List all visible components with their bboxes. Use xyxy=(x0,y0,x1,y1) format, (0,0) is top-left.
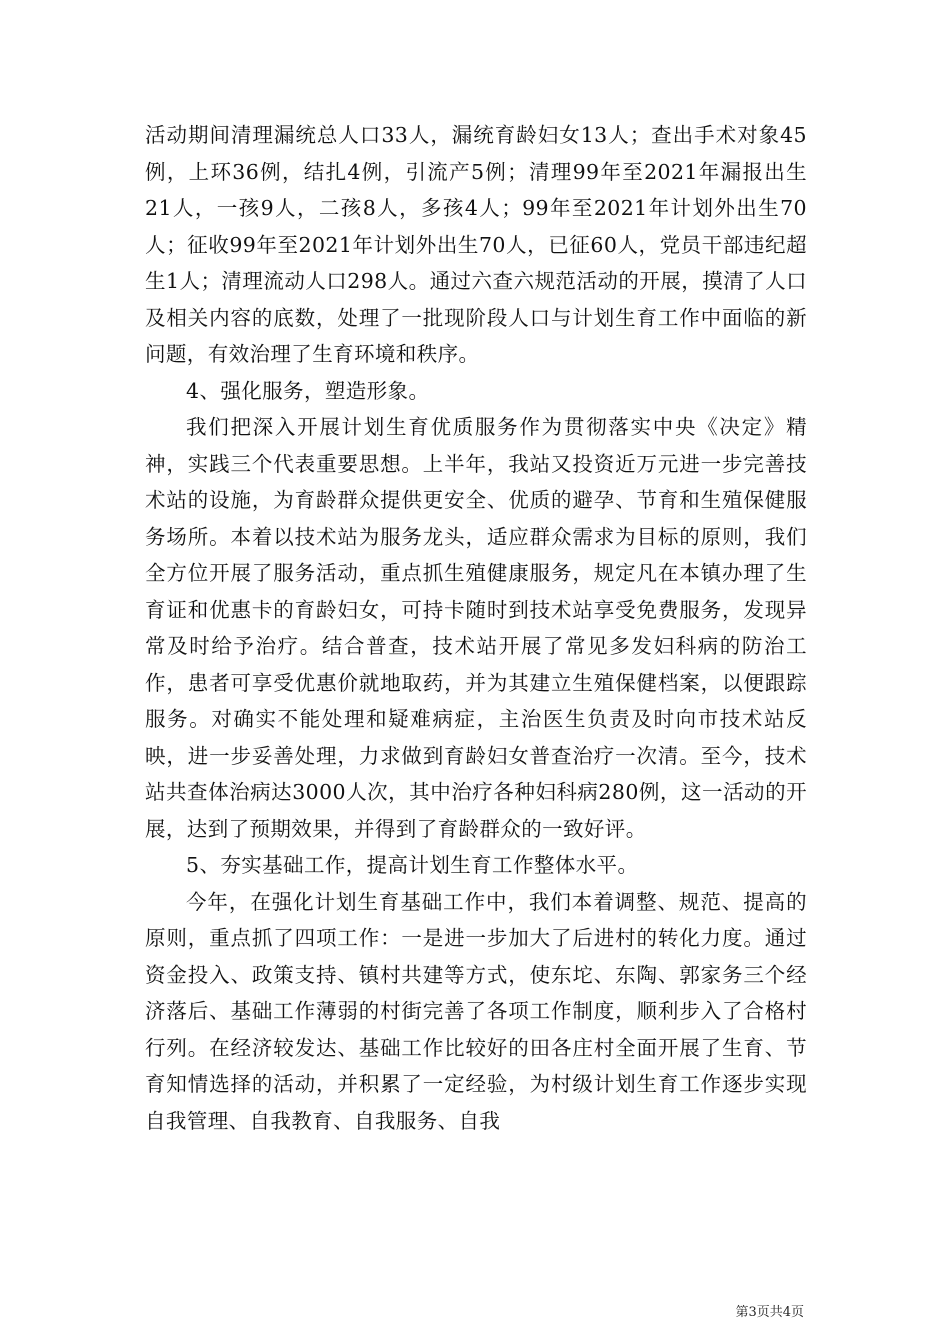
paragraph-foundation-work: 今年，在强化计划生育基础工作中，我们本着调整、规范、提高的原则，重点抓了四项工作：一是进一步加大了后进村的转化力度。通过资金投入、政策支持、镇村共建等方式，使东坨、东陶、郭家务三个经济落后、基础工作薄弱的村街完善了各项工作制度，顺利步入了合格村行列。在经济较发达、基础工作比较好的田各庄村全面开展了生育、节育知情选择的活动，并积累了一定经验，为村级计划生育工作逐步实现自我管理、自我教育、自我服务、自我 xyxy=(145,889,807,1133)
paragraph-quality-service: 我们把深入开展计划生育优质服务作为贯彻落实中央《决定》精神，实践三个代表重要思想。上半年，我站又投资近万元进一步完善技术站的设施，为育龄群众提供更安全、优质的避孕、节育和生殖保健服务场所。本着以技术站为服务龙头，适应群众需求为目标的原则，我们全方位开展了服务活动，重点抓生殖健康服务，规定凡在本镇办理了生育证和优惠卡的育龄妇女，可持卡随时到技术站享受免费服务，发现异常及时给予治疗。结合普查，技术站开展了常见多发妇科病的防治工作，患者可享受优惠价就地取药，并为其建立生殖保健档案，以便跟踪服务。对确实不能处理和疑难病症，主治医生负责及时向市技术站反映，进一步妥善处理，力求做到育龄妇女普查治疗一次清。至今，技术站共查体治病达3000人次，其中治疗各种妇科病280例，这一活动的开展，达到了预期效果，并得到了育龄群众的一致好评。 xyxy=(145,415,807,841)
heading-strengthen-service: 4、强化服务，塑造形象。 xyxy=(186,378,430,403)
document-body xyxy=(145,117,807,1139)
paragraph-statistics: 活动期间清理漏统总人口33人，漏统育龄妇女13人；查出手术对象45例，上环36例，结扎4例，引流产5例；清理99年至2021年漏报出生21人，一孩9人，二孩8人，多孩4人；99年至2021年计划外出生70人；征收99年至2021年计划外出生70人，已征60人，党员干部违纪超生1人；清理流动人口298人。通过六查六规范活动的开展，摸清了人口及相关内容的底数，处理了一批现阶段人口与计划生育工作中面临的新问题，有效治理了生育环境和秩序。 xyxy=(145,123,807,366)
page-number: 第3页共4页 xyxy=(735,1305,804,1320)
heading-consolidate-foundation: 5、夯实基础工作，提高计划生育工作整体水平。 xyxy=(186,853,639,877)
